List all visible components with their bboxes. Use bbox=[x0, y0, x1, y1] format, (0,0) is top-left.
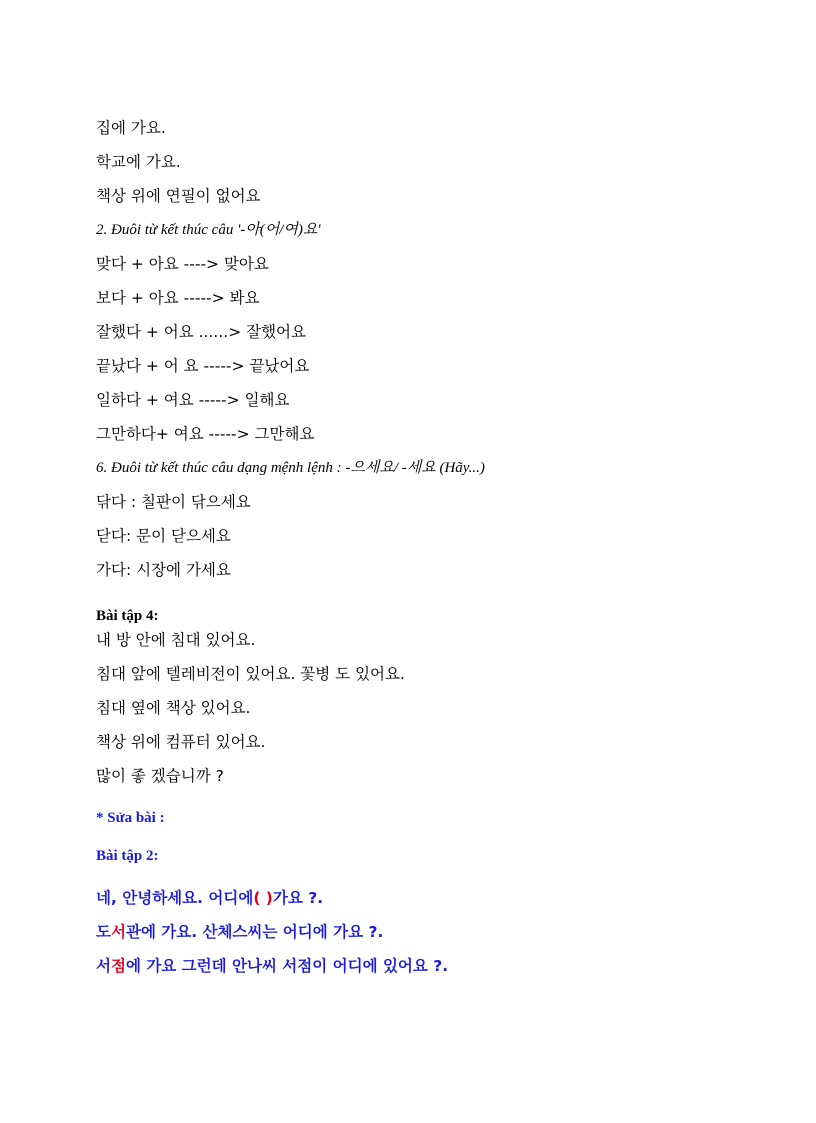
text-line: 맞다 + 아요 ----> 맞아요 bbox=[96, 255, 269, 273]
correction-text: 관에 가요. 산체스씨는 어디에 가요 ?. bbox=[125, 923, 384, 941]
correction-line-3 bbox=[96, 956, 746, 976]
correction-highlight: 서 bbox=[110, 923, 126, 941]
correction-text: 에 가요 그런데 안나씨 서점이 어디에 있어요 ?. bbox=[125, 957, 449, 975]
correction-text: 도 bbox=[96, 923, 111, 941]
text-line: 내 방 안에 침대 있어요. bbox=[96, 631, 256, 649]
section-heading-2: 2. Đuôi từ kết thúc câu '-아(어/여)요' bbox=[96, 222, 321, 238]
correction-text: 서 bbox=[96, 957, 111, 975]
correction-highlight: 점 bbox=[110, 957, 126, 975]
text-line: 침대 옆에 책상 있어요. bbox=[96, 699, 251, 717]
text-line: 잘했다 + 어요 ......> 잘했어요 bbox=[96, 323, 307, 341]
section-heading-6: 6. Đuôi từ kết thúc câu dạng mệnh lệnh : -으세요/ -세요 (Hãy...) bbox=[96, 460, 485, 476]
correction-line-1 bbox=[96, 888, 746, 908]
exercise-2-title: Bài tập 2: bbox=[96, 848, 159, 864]
text-line: 닫다: 문이 닫으세요 bbox=[96, 527, 231, 545]
text-line: 많이 좋 겠습니까 ? bbox=[96, 767, 224, 785]
exercise-4-title: Bài tập 4: bbox=[96, 608, 159, 624]
text-line: 책상 위에 연필이 없어요 bbox=[96, 187, 261, 205]
text-line: 책상 위에 컴퓨터 있어요. bbox=[96, 733, 266, 751]
text-line: 닦다 : 칠판이 닦으세요 bbox=[96, 493, 251, 511]
document-page bbox=[96, 118, 746, 990]
text-line: 가다: 시장에 가세요 bbox=[96, 561, 231, 579]
text-line: 끝났다 + 어 요 -----> 끝났어요 bbox=[96, 357, 310, 375]
text-line: 침대 앞에 텔레비전이 있어요. 꽃병 도 있어요. bbox=[96, 665, 405, 683]
correction-highlight: ( ) bbox=[253, 889, 273, 907]
text-line: 일하다 + 여요 -----> 일해요 bbox=[96, 391, 290, 409]
correction-line-2 bbox=[96, 922, 746, 942]
text-line: 학교에 가요. bbox=[96, 153, 181, 171]
text-line: 집에 가요. bbox=[96, 119, 166, 137]
text-line: 그만하다+ 여요 -----> 그만해요 bbox=[96, 425, 315, 443]
text-line: 보다 + 아요 -----> 봐요 bbox=[96, 289, 260, 307]
correction-text: 가요 ?. bbox=[272, 889, 324, 907]
correction-title: * Sửa bài : bbox=[96, 810, 165, 826]
correction-text: 네, 안녕하세요. 어디에 bbox=[96, 889, 254, 907]
